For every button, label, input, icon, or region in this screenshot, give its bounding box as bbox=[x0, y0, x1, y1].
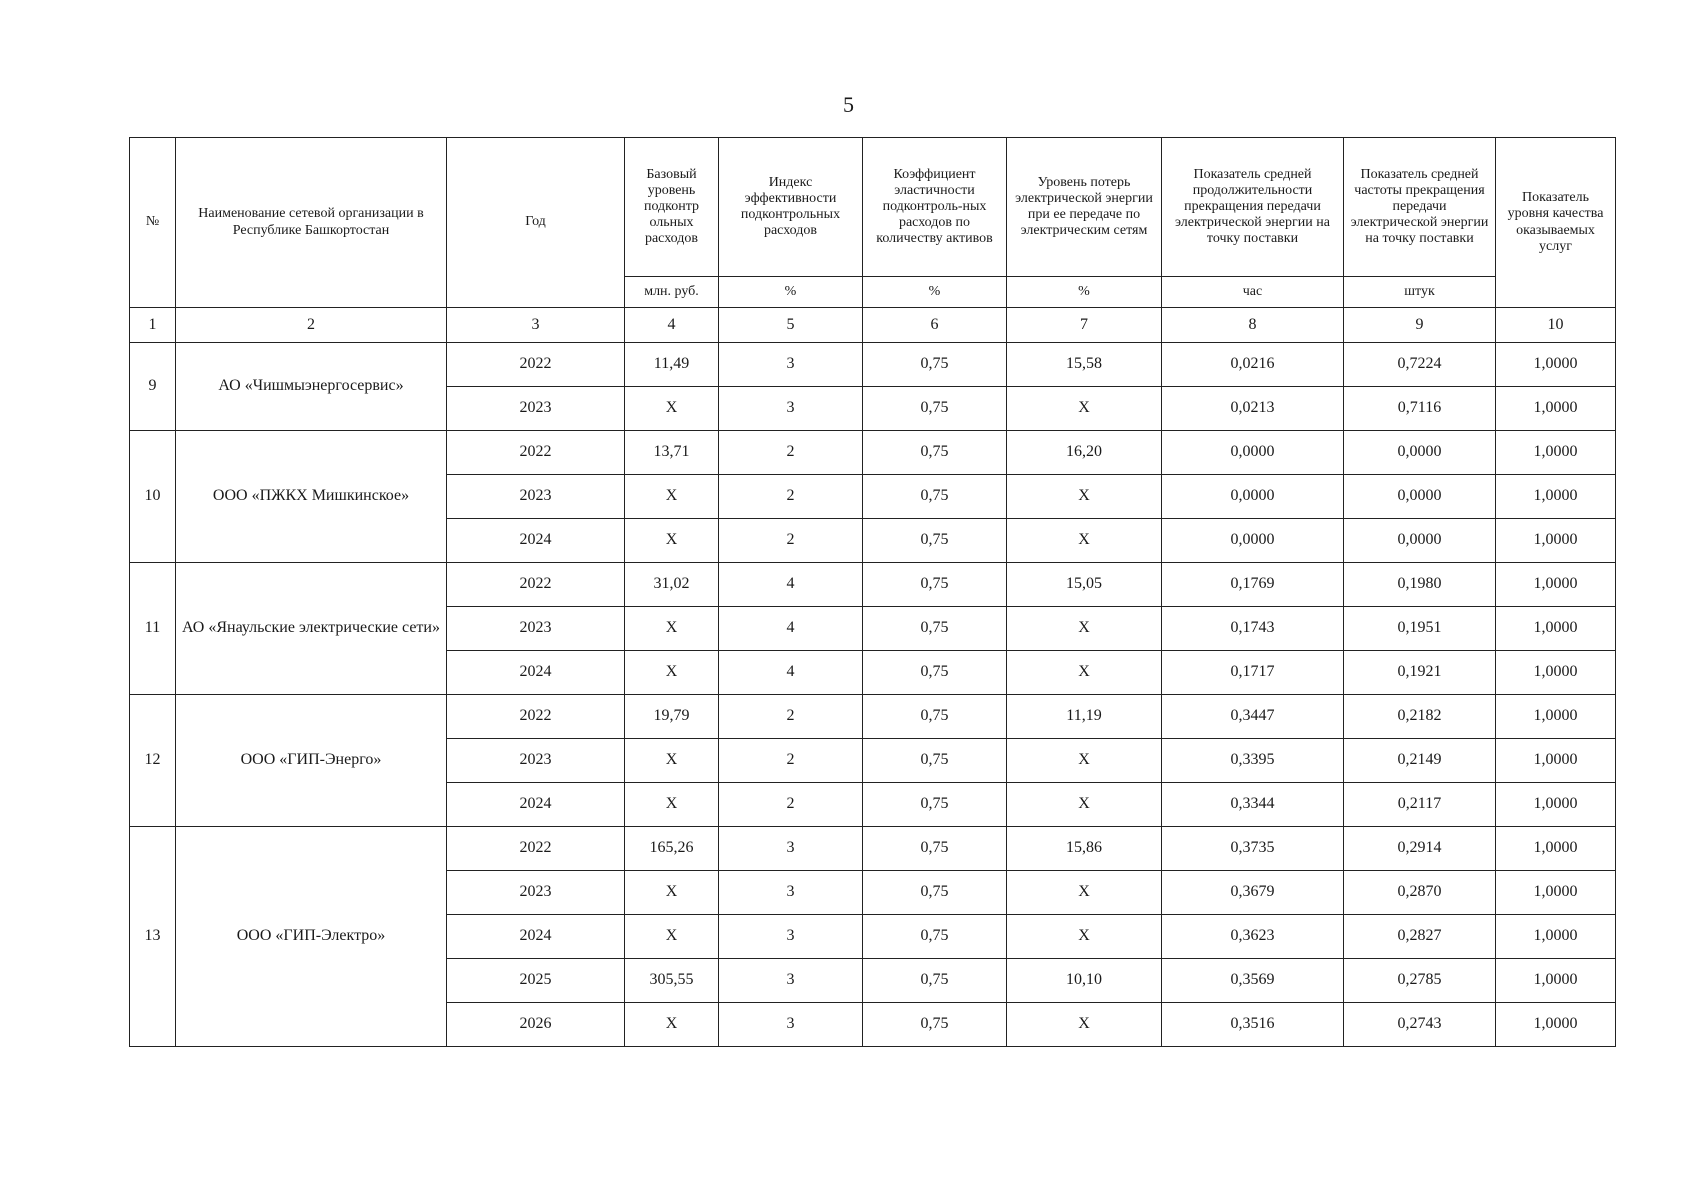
elasticity-coef-cell: 0,75 bbox=[863, 783, 1007, 827]
avg-frequency-cell: 0,2117 bbox=[1344, 783, 1496, 827]
quality-level-cell: 1,0000 bbox=[1496, 1003, 1616, 1047]
efficiency-index-cell: 4 bbox=[719, 651, 863, 695]
org-name-cell: АО «Янаульские электрические сети» bbox=[176, 563, 447, 695]
quality-level-cell: 1,0000 bbox=[1496, 915, 1616, 959]
year-cell: 2023 bbox=[447, 739, 625, 783]
quality-level-cell: 1,0000 bbox=[1496, 563, 1616, 607]
unit-base-level: млн. руб. bbox=[625, 277, 719, 308]
column-number: 1 bbox=[130, 308, 176, 343]
efficiency-index-cell: 3 bbox=[719, 343, 863, 387]
header-year: Год bbox=[447, 138, 625, 308]
avg-duration-cell: 0,0000 bbox=[1162, 519, 1344, 563]
avg-frequency-cell: 0,7224 bbox=[1344, 343, 1496, 387]
header-quality-level: Показатель уровня качества оказываемых услуг bbox=[1496, 138, 1616, 308]
base-level-cell: Х bbox=[625, 871, 719, 915]
base-level-cell: 11,49 bbox=[625, 343, 719, 387]
column-number: 4 bbox=[625, 308, 719, 343]
avg-frequency-cell: 0,1921 bbox=[1344, 651, 1496, 695]
avg-frequency-cell: 0,2827 bbox=[1344, 915, 1496, 959]
quality-level-cell: 1,0000 bbox=[1496, 783, 1616, 827]
loss-level-cell: Х bbox=[1007, 1003, 1162, 1047]
loss-level-cell: 16,20 bbox=[1007, 431, 1162, 475]
elasticity-coef-cell: 0,75 bbox=[863, 651, 1007, 695]
table-row bbox=[130, 563, 1616, 607]
avg-frequency-cell: 0,1951 bbox=[1344, 607, 1496, 651]
avg-duration-cell: 0,1769 bbox=[1162, 563, 1344, 607]
header-elasticity-coef: Коэффициент эластичности подконтроль-ных расходов по количеству активов bbox=[863, 138, 1007, 277]
avg-frequency-cell: 0,1980 bbox=[1344, 563, 1496, 607]
avg-frequency-cell: 0,2149 bbox=[1344, 739, 1496, 783]
elasticity-coef-cell: 0,75 bbox=[863, 519, 1007, 563]
header-org: Наименование сетевой организации в Республике Башкортостан bbox=[176, 138, 447, 308]
avg-duration-cell: 0,1743 bbox=[1162, 607, 1344, 651]
org-number-cell: 9 bbox=[130, 343, 176, 431]
year-cell: 2022 bbox=[447, 431, 625, 475]
efficiency-index-cell: 2 bbox=[719, 431, 863, 475]
unit-elasticity-coef: % bbox=[863, 277, 1007, 308]
avg-duration-cell: 0,3344 bbox=[1162, 783, 1344, 827]
quality-level-cell: 1,0000 bbox=[1496, 343, 1616, 387]
quality-level-cell: 1,0000 bbox=[1496, 475, 1616, 519]
efficiency-index-cell: 4 bbox=[719, 607, 863, 651]
efficiency-index-cell: 3 bbox=[719, 1003, 863, 1047]
base-level-cell: Х bbox=[625, 651, 719, 695]
loss-level-cell: Х bbox=[1007, 607, 1162, 651]
org-number-cell: 13 bbox=[130, 827, 176, 1047]
avg-frequency-cell: 0,0000 bbox=[1344, 519, 1496, 563]
year-cell: 2024 bbox=[447, 783, 625, 827]
elasticity-coef-cell: 0,75 bbox=[863, 431, 1007, 475]
year-cell: 2024 bbox=[447, 915, 625, 959]
year-cell: 2024 bbox=[447, 519, 625, 563]
column-number: 9 bbox=[1344, 308, 1496, 343]
avg-frequency-cell: 0,0000 bbox=[1344, 431, 1496, 475]
efficiency-index-cell: 3 bbox=[719, 871, 863, 915]
quality-level-cell: 1,0000 bbox=[1496, 607, 1616, 651]
column-number: 5 bbox=[719, 308, 863, 343]
efficiency-index-cell: 2 bbox=[719, 475, 863, 519]
year-cell: 2023 bbox=[447, 607, 625, 651]
base-level-cell: Х bbox=[625, 387, 719, 431]
elasticity-coef-cell: 0,75 bbox=[863, 739, 1007, 783]
avg-frequency-cell: 0,2785 bbox=[1344, 959, 1496, 1003]
loss-level-cell: Х bbox=[1007, 739, 1162, 783]
unit-efficiency-index: % bbox=[719, 277, 863, 308]
quality-level-cell: 1,0000 bbox=[1496, 959, 1616, 1003]
base-level-cell: Х bbox=[625, 519, 719, 563]
efficiency-index-cell: 2 bbox=[719, 783, 863, 827]
quality-level-cell: 1,0000 bbox=[1496, 519, 1616, 563]
year-cell: 2024 bbox=[447, 651, 625, 695]
efficiency-index-cell: 3 bbox=[719, 959, 863, 1003]
header-avg-frequency: Показатель средней частоты прекращения передачи электрической энергии на точку поставки bbox=[1344, 138, 1496, 277]
base-level-cell: Х bbox=[625, 475, 719, 519]
org-number-cell: 10 bbox=[130, 431, 176, 563]
elasticity-coef-cell: 0,75 bbox=[863, 827, 1007, 871]
elasticity-coef-cell: 0,75 bbox=[863, 1003, 1007, 1047]
loss-level-cell: Х bbox=[1007, 783, 1162, 827]
year-cell: 2026 bbox=[447, 1003, 625, 1047]
elasticity-coef-cell: 0,75 bbox=[863, 695, 1007, 739]
header-base-level: Базовый уровень подконтр ольных расходов bbox=[625, 138, 719, 277]
column-numbers-row bbox=[130, 308, 1616, 343]
base-level-cell: Х bbox=[625, 607, 719, 651]
table-row bbox=[130, 343, 1616, 387]
header-loss-level: Уровень потерь электрической энергии при ее передаче по электрическим сетям bbox=[1007, 138, 1162, 277]
quality-level-cell: 1,0000 bbox=[1496, 651, 1616, 695]
avg-duration-cell: 0,0216 bbox=[1162, 343, 1344, 387]
elasticity-coef-cell: 0,75 bbox=[863, 959, 1007, 1003]
year-cell: 2022 bbox=[447, 827, 625, 871]
efficiency-index-cell: 3 bbox=[719, 915, 863, 959]
column-number: 10 bbox=[1496, 308, 1616, 343]
year-cell: 2023 bbox=[447, 475, 625, 519]
base-level-cell: Х bbox=[625, 915, 719, 959]
elasticity-coef-cell: 0,75 bbox=[863, 387, 1007, 431]
loss-level-cell: Х bbox=[1007, 519, 1162, 563]
year-cell: 2025 bbox=[447, 959, 625, 1003]
avg-duration-cell: 0,0000 bbox=[1162, 431, 1344, 475]
loss-level-cell: 11,19 bbox=[1007, 695, 1162, 739]
quality-level-cell: 1,0000 bbox=[1496, 695, 1616, 739]
loss-level-cell: Х bbox=[1007, 475, 1162, 519]
base-level-cell: 165,26 bbox=[625, 827, 719, 871]
quality-level-cell: 1,0000 bbox=[1496, 739, 1616, 783]
org-number-cell: 11 bbox=[130, 563, 176, 695]
indicators-table bbox=[129, 137, 1616, 1047]
efficiency-index-cell: 2 bbox=[719, 519, 863, 563]
column-number: 2 bbox=[176, 308, 447, 343]
efficiency-index-cell: 3 bbox=[719, 387, 863, 431]
avg-duration-cell: 0,3623 bbox=[1162, 915, 1344, 959]
org-name-cell: ООО «ГИП-Энерго» bbox=[176, 695, 447, 827]
header-num: № bbox=[130, 138, 176, 308]
avg-duration-cell: 0,3516 bbox=[1162, 1003, 1344, 1047]
avg-duration-cell: 0,0000 bbox=[1162, 475, 1344, 519]
loss-level-cell: Х bbox=[1007, 651, 1162, 695]
elasticity-coef-cell: 0,75 bbox=[863, 563, 1007, 607]
quality-level-cell: 1,0000 bbox=[1496, 387, 1616, 431]
efficiency-index-cell: 4 bbox=[719, 563, 863, 607]
avg-frequency-cell: 0,2743 bbox=[1344, 1003, 1496, 1047]
table-body bbox=[130, 343, 1616, 1047]
avg-frequency-cell: 0,2914 bbox=[1344, 827, 1496, 871]
org-number-cell: 12 bbox=[130, 695, 176, 827]
efficiency-index-cell: 2 bbox=[719, 739, 863, 783]
org-name-cell: ООО «ПЖКХ Мишкинское» bbox=[176, 431, 447, 563]
avg-frequency-cell: 0,7116 bbox=[1344, 387, 1496, 431]
avg-duration-cell: 0,3395 bbox=[1162, 739, 1344, 783]
avg-duration-cell: 0,3447 bbox=[1162, 695, 1344, 739]
avg-duration-cell: 0,1717 bbox=[1162, 651, 1344, 695]
column-number: 3 bbox=[447, 308, 625, 343]
header-efficiency-index: Индекс эффективности подконтрольных расходов bbox=[719, 138, 863, 277]
quality-level-cell: 1,0000 bbox=[1496, 827, 1616, 871]
year-cell: 2023 bbox=[447, 387, 625, 431]
base-level-cell: 31,02 bbox=[625, 563, 719, 607]
avg-frequency-cell: 0,2870 bbox=[1344, 871, 1496, 915]
column-number: 8 bbox=[1162, 308, 1344, 343]
year-cell: 2022 bbox=[447, 343, 625, 387]
avg-duration-cell: 0,3735 bbox=[1162, 827, 1344, 871]
elasticity-coef-cell: 0,75 bbox=[863, 607, 1007, 651]
avg-frequency-cell: 0,2182 bbox=[1344, 695, 1496, 739]
quality-level-cell: 1,0000 bbox=[1496, 871, 1616, 915]
quality-level-cell: 1,0000 bbox=[1496, 431, 1616, 475]
elasticity-coef-cell: 0,75 bbox=[863, 915, 1007, 959]
avg-duration-cell: 0,3569 bbox=[1162, 959, 1344, 1003]
elasticity-coef-cell: 0,75 bbox=[863, 871, 1007, 915]
base-level-cell: Х bbox=[625, 783, 719, 827]
base-level-cell: 19,79 bbox=[625, 695, 719, 739]
base-level-cell: 305,55 bbox=[625, 959, 719, 1003]
loss-level-cell: Х bbox=[1007, 915, 1162, 959]
loss-level-cell: 15,58 bbox=[1007, 343, 1162, 387]
page-number: 5 bbox=[843, 92, 854, 117]
avg-duration-cell: 0,0213 bbox=[1162, 387, 1344, 431]
unit-loss-level: % bbox=[1007, 277, 1162, 308]
loss-level-cell: Х bbox=[1007, 871, 1162, 915]
year-cell: 2023 bbox=[447, 871, 625, 915]
org-name-cell: ООО «ГИП-Электро» bbox=[176, 827, 447, 1047]
base-level-cell: Х bbox=[625, 1003, 719, 1047]
elasticity-coef-cell: 0,75 bbox=[863, 343, 1007, 387]
table-row bbox=[130, 695, 1616, 739]
org-name-cell: АО «Чишмыэнергосервис» bbox=[176, 343, 447, 431]
header-avg-duration: Показатель средней продолжительности прекращения передачи электрической энергии на точку поставки bbox=[1162, 138, 1344, 277]
year-cell: 2022 bbox=[447, 695, 625, 739]
column-number: 6 bbox=[863, 308, 1007, 343]
table-row bbox=[130, 431, 1616, 475]
year-cell: 2022 bbox=[447, 563, 625, 607]
unit-avg-duration: час bbox=[1162, 277, 1344, 308]
efficiency-index-cell: 3 bbox=[719, 827, 863, 871]
loss-level-cell: 15,86 bbox=[1007, 827, 1162, 871]
unit-avg-frequency: штук bbox=[1344, 277, 1496, 308]
table-row bbox=[130, 827, 1616, 871]
loss-level-cell: 10,10 bbox=[1007, 959, 1162, 1003]
elasticity-coef-cell: 0,75 bbox=[863, 475, 1007, 519]
base-level-cell: 13,71 bbox=[625, 431, 719, 475]
base-level-cell: Х bbox=[625, 739, 719, 783]
avg-frequency-cell: 0,0000 bbox=[1344, 475, 1496, 519]
loss-level-cell: 15,05 bbox=[1007, 563, 1162, 607]
column-number: 7 bbox=[1007, 308, 1162, 343]
loss-level-cell: Х bbox=[1007, 387, 1162, 431]
avg-duration-cell: 0,3679 bbox=[1162, 871, 1344, 915]
efficiency-index-cell: 2 bbox=[719, 695, 863, 739]
